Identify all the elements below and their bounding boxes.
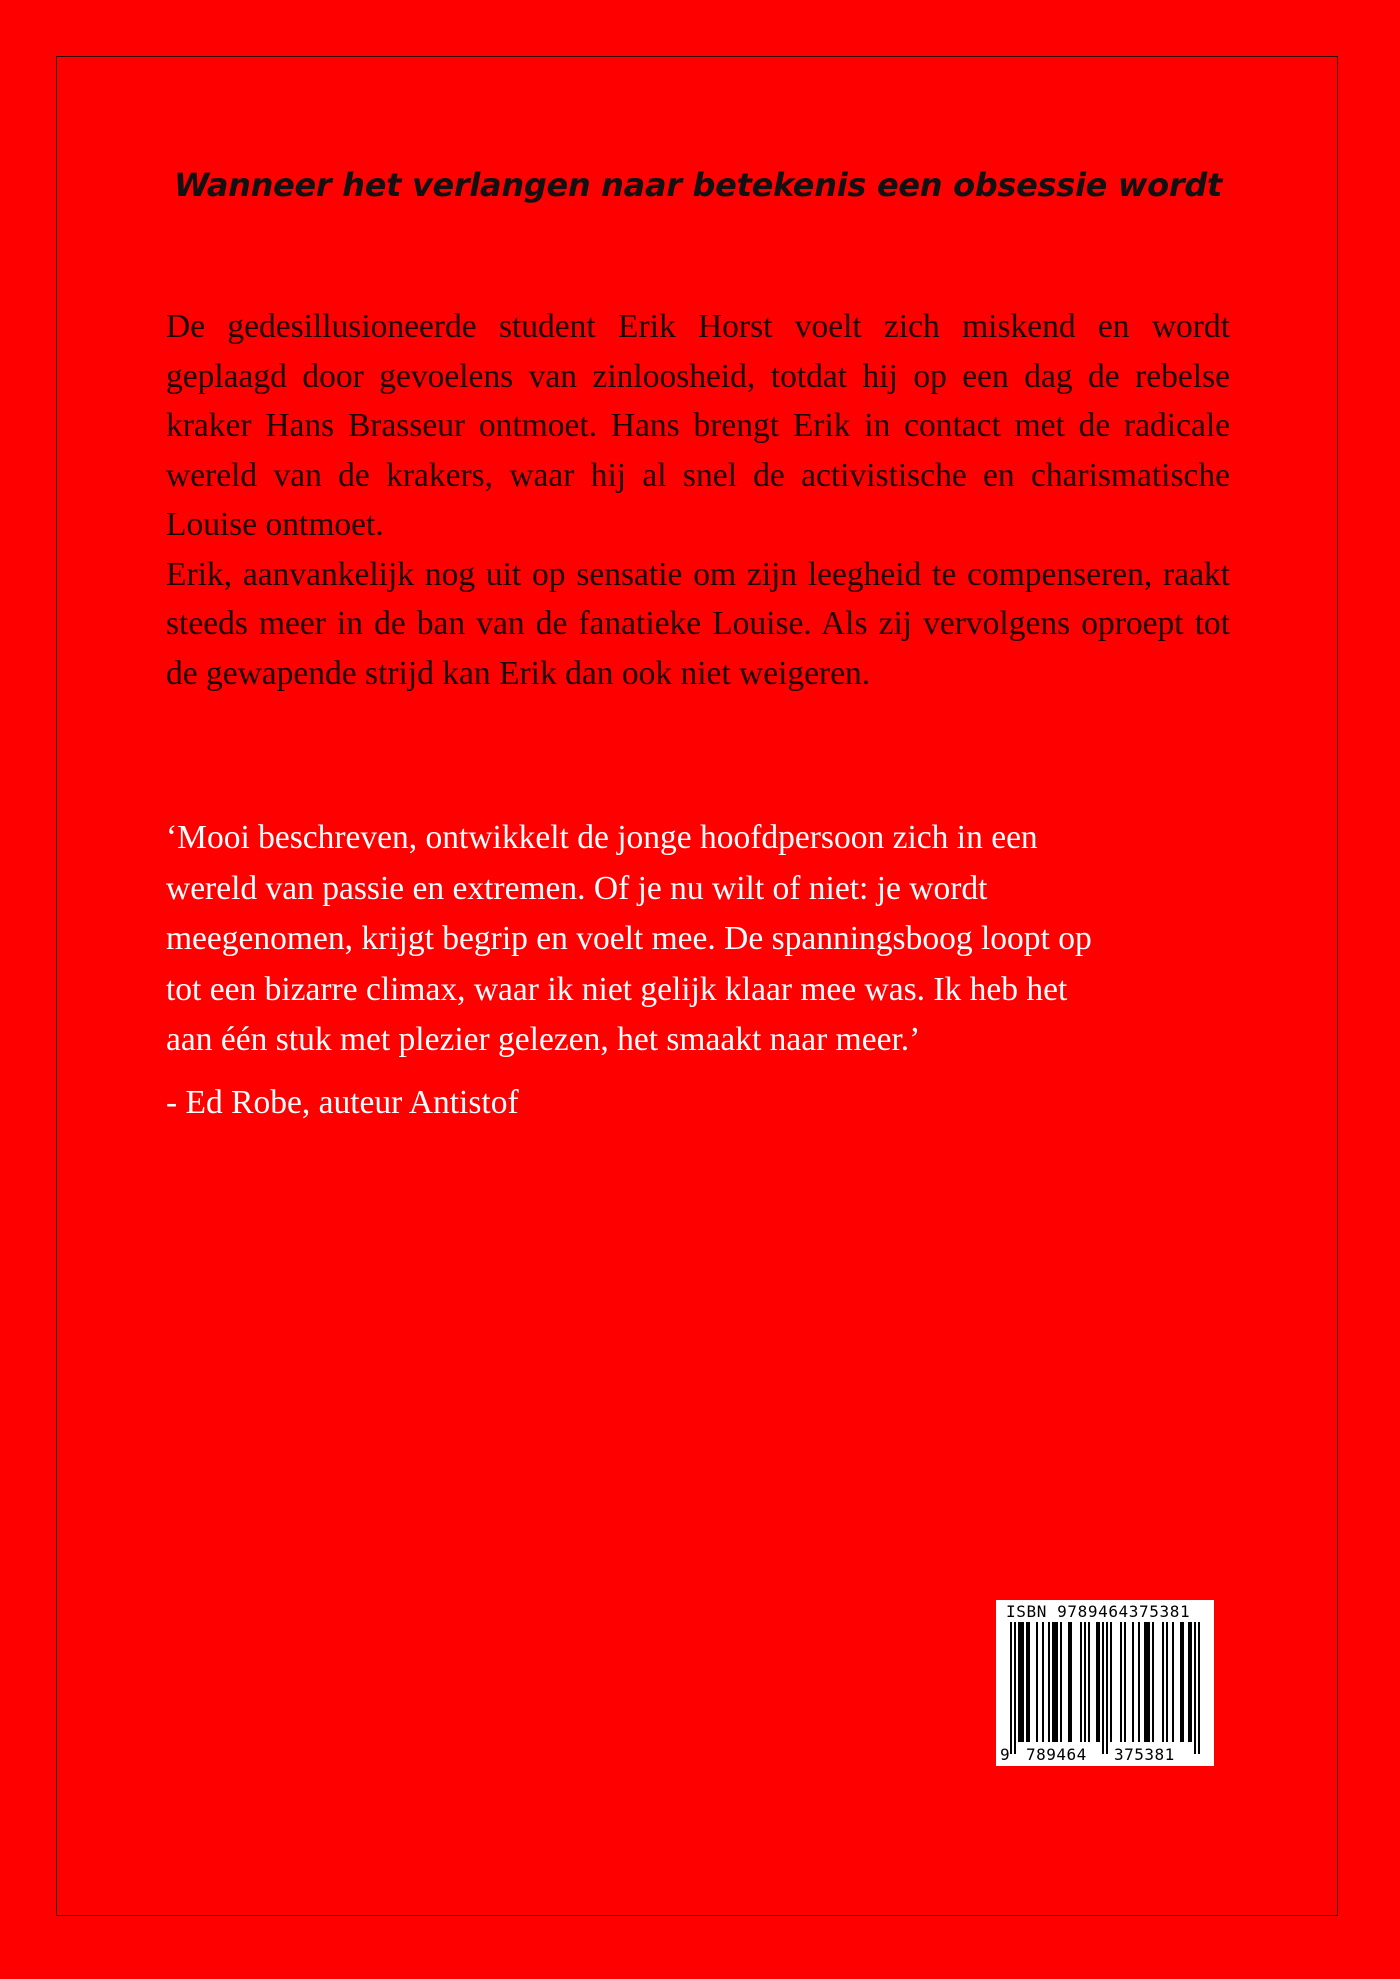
blurb-paragraph-1: De gedesillusioneerde student Erik Horst voelt zich miskend en wordt geplaagd door gevoelens van zinloosheid, totdat hij op een dag de rebelse kraker Hans Brasseur ontmoet. Hans brengt Erik in contact met de radicale wereld van de krakers, waar hij al snel de activistische en charismatische Louise ontmoet.: [166, 308, 1230, 543]
isbn-digits-right: 375381: [1114, 1745, 1175, 1764]
barcode-bar: [1152, 1622, 1154, 1742]
review-quote: [166, 813, 1230, 1066]
blurb: [166, 302, 1230, 698]
review-line: wereld van passie en extremen. Of je nu wilt of niet: je wordt: [166, 869, 988, 907]
barcode-guard-bar: [1106, 1622, 1108, 1754]
barcode-bar: [1120, 1622, 1122, 1742]
barcode-bar: [1144, 1622, 1146, 1742]
barcode-bar: [1056, 1622, 1058, 1742]
barcode-bar: [1026, 1622, 1028, 1742]
blurb-paragraph-2: Erik, aanvankelijk nog uit op sensatie om zijn leegheid te compenseren, raakt steeds meer in de ban van de fanatieke Louise. Als zij vervolgens oproept tot de gewapende strijd kan Erik dan ook niet weigeren.: [166, 555, 1230, 692]
barcode-bar: [1088, 1622, 1090, 1742]
barcode-bar: [1022, 1622, 1024, 1742]
barcode-bar: [1028, 1622, 1030, 1742]
review-line: ‘Mooi beschreven, ontwikkelt de jonge hoofdpersoon zich in een: [166, 819, 1038, 856]
barcode-bar: [1110, 1622, 1112, 1742]
barcode-bar: [1190, 1622, 1192, 1742]
barcode-bar: [1060, 1622, 1062, 1742]
barcode-bar: [1096, 1622, 1098, 1742]
barcode-bar: [1182, 1622, 1184, 1742]
barcode-bar: [1052, 1622, 1054, 1742]
barcode-bar: [1054, 1622, 1056, 1742]
barcode-bar: [1138, 1622, 1140, 1742]
review-line: aan één stuk met plezier gelezen, het smaakt naar meer.’: [166, 1021, 921, 1058]
barcode-guard-bar: [1010, 1622, 1012, 1754]
barcode-bar: [1180, 1622, 1182, 1742]
barcode-guard-bar: [1014, 1622, 1016, 1754]
barcode-guard-bar: [1194, 1622, 1196, 1754]
barcode-bar: [1188, 1622, 1190, 1742]
barcode-bar: [1132, 1622, 1134, 1742]
barcode-bars: [996, 1600, 1214, 1766]
review-line: meegenomen, krijgt begrip en voelt mee. De spanningsboog loopt op: [166, 920, 1092, 957]
barcode-bar: [1098, 1622, 1100, 1742]
barcode-bar: [1146, 1622, 1148, 1742]
barcode-bar: [1148, 1622, 1150, 1742]
barcode-bar: [1162, 1622, 1164, 1742]
barcode-guard-bar: [1102, 1622, 1104, 1754]
review-line: tot een bizarre climax, waar ik niet gelijk klaar mee was. Ik heb het: [166, 970, 1068, 1008]
barcode-bar: [1036, 1622, 1038, 1742]
review-attribution: - Ed Robe, auteur Antistof: [166, 1084, 519, 1121]
barcode-bar: [1020, 1622, 1022, 1742]
barcode-bar: [1042, 1622, 1044, 1742]
barcode-bar: [1048, 1622, 1050, 1742]
barcode-bar: [1070, 1622, 1072, 1742]
barcode-bar: [1084, 1622, 1086, 1742]
barcode-bar: [1068, 1622, 1070, 1742]
isbn-digit-first: 9: [1000, 1745, 1011, 1764]
barcode-bar: [1172, 1622, 1174, 1742]
barcode-bar: [1166, 1622, 1168, 1742]
tagline: Wanneer het verlangen naar betekenis een obsessie wordt: [174, 166, 1222, 204]
barcode-bar: [1124, 1622, 1126, 1742]
barcode-bar: [1080, 1622, 1082, 1742]
barcode-bar: [1018, 1622, 1020, 1742]
barcode-guard-bar: [1198, 1622, 1200, 1754]
isbn-digits-left: 789464: [1026, 1745, 1087, 1764]
isbn-label: ISBN 9789464375381: [1006, 1602, 1191, 1621]
isbn-barcode: [996, 1600, 1214, 1766]
